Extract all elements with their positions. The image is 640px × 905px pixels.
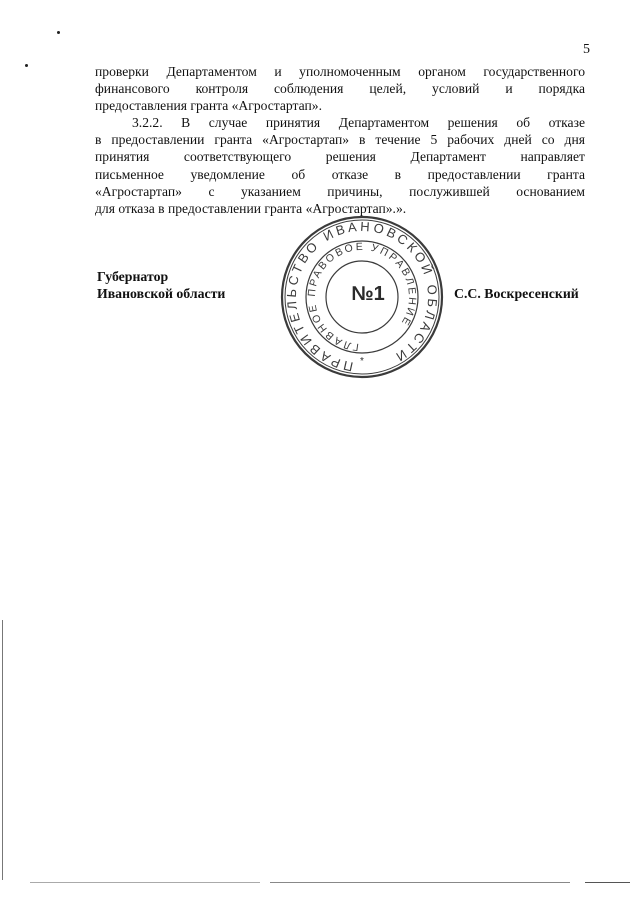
text-line: для отказа в предоставлении гранта «Агростартап».». xyxy=(95,200,407,216)
signatory-title xyxy=(97,268,225,302)
stamp-number: №1 xyxy=(351,283,385,305)
paragraph xyxy=(95,63,585,114)
stamp-outer-text-path: ПРАВИТЕЛЬСТВО ИВАНОВСКОЙ ОБЛАСТИ xyxy=(283,218,441,375)
paragraph-3-2-2 xyxy=(95,114,585,217)
signatory-title-line: Губернатор xyxy=(97,269,169,284)
text-line: принятия соответствующего решения Департамент направляет xyxy=(95,149,585,165)
scan-edge-line xyxy=(2,620,3,880)
stamp-star-icon: * xyxy=(360,356,364,367)
text-line: в предоставлении гранта «Агростартап» в течение 5 рабочих дней со дня xyxy=(95,132,585,148)
scan-bottom-line xyxy=(30,882,260,883)
scan-speck xyxy=(57,31,60,34)
scan-bottom-line xyxy=(270,882,570,883)
page-number: 5 xyxy=(583,42,590,57)
official-stamp xyxy=(279,214,445,380)
text-line: предоставления гранта «Агростартап». xyxy=(95,98,322,114)
text-line: финансового контроля соблюдения целей, условий и порядка xyxy=(95,81,585,97)
scan-speck xyxy=(25,64,28,67)
text-line: «Агростартап» с указанием причины, послужившей основанием xyxy=(95,183,585,199)
body-text xyxy=(95,63,585,217)
text-line: проверки Департаментом и уполномоченным органом государственного xyxy=(95,64,585,79)
signatory-name: С.С. Воскресенский xyxy=(454,286,579,301)
text-line: 3.2.2. В случае принятия Департаментом решения об отказе xyxy=(132,115,585,131)
signatory-title-line: Ивановской области xyxy=(97,286,226,301)
stamp-inner-text-path: ГЛАВНОЕ ПРАВОВОЕ УПРАВЛЕНИЕ xyxy=(305,240,419,353)
scan-bottom-line xyxy=(585,882,630,883)
text-line: письменное уведомление об отказе в предоставлении гранта xyxy=(95,166,585,182)
